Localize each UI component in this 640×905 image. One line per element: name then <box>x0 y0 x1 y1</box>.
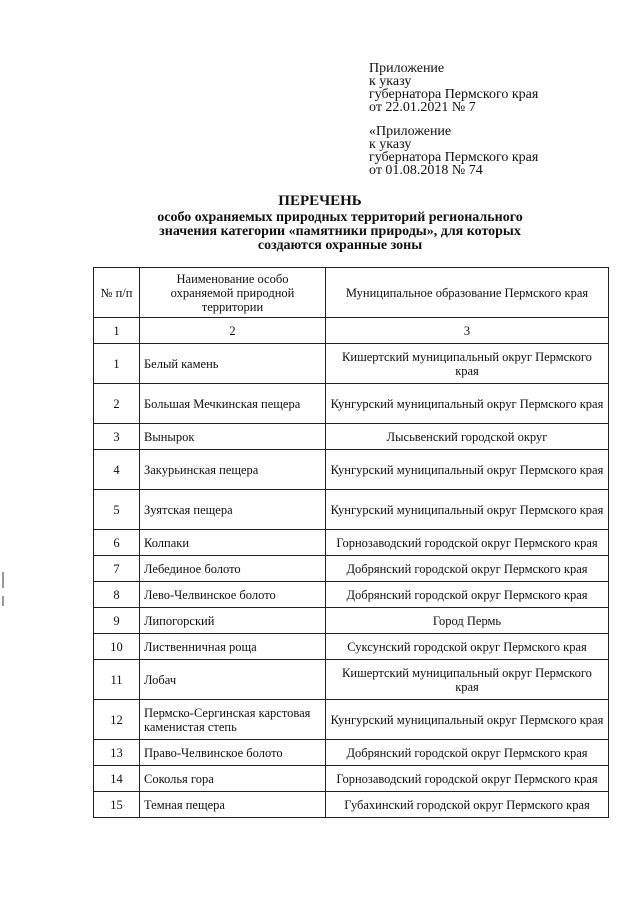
row-number: 10 <box>94 634 140 660</box>
row-number: 13 <box>94 740 140 766</box>
territory-name: Колпаки <box>140 530 326 556</box>
table-row <box>94 634 609 660</box>
document-title: ПЕРЕЧЕНЬ <box>278 193 362 209</box>
municipality: Кунгурский муниципальный округ Пермского края <box>326 450 609 490</box>
column-number: 3 <box>326 318 609 344</box>
row-number: 11 <box>94 660 140 700</box>
row-number: 6 <box>94 530 140 556</box>
territory-name: Вынырок <box>140 424 326 450</box>
row-number: 8 <box>94 582 140 608</box>
municipality: Суксунский городской округ Пермского края <box>326 634 609 660</box>
territory-name: Лебединое болото <box>140 556 326 582</box>
table-row <box>94 344 609 384</box>
row-number: 5 <box>94 490 140 530</box>
table-column-numbers-row <box>94 318 609 344</box>
table-row <box>94 530 609 556</box>
scan-edge-mark <box>2 596 4 606</box>
municipality: Горнозаводский городской округ Пермского края <box>326 766 609 792</box>
appendix-line: от 22.01.2021 № 7 <box>369 100 476 115</box>
table-row <box>94 700 609 740</box>
row-number: 1 <box>94 344 140 384</box>
table-row <box>94 556 609 582</box>
territory-name: Липогорский <box>140 608 326 634</box>
municipality: Горнозаводский городской округ Пермского края <box>326 530 609 556</box>
table-row <box>94 740 609 766</box>
appendix-line: от 01.08.2018 № 74 <box>369 163 483 178</box>
row-number: 3 <box>94 424 140 450</box>
table-row <box>94 424 609 450</box>
row-number: 9 <box>94 608 140 634</box>
subtitle-line: особо охраняемых природных территорий регионального <box>157 210 523 225</box>
table-body <box>94 344 609 818</box>
column-number: 2 <box>140 318 326 344</box>
table-row <box>94 792 609 818</box>
header-territory-name: Наименование особо охраняемой природной территории <box>140 268 326 318</box>
row-number: 4 <box>94 450 140 490</box>
municipality: Кунгурский муниципальный округ Пермского края <box>326 700 609 740</box>
header-number: № п/п <box>94 268 140 318</box>
document-subtitle <box>100 211 580 253</box>
territory-name: Большая Мечкинская пещера <box>140 384 326 424</box>
territory-name: Закурьинская пещера <box>140 450 326 490</box>
territory-name: Белый камень <box>140 344 326 384</box>
scan-edge-mark <box>2 572 4 588</box>
territory-name: Право-Челвинское болото <box>140 740 326 766</box>
territory-name: Лево-Челвинское болото <box>140 582 326 608</box>
table-row <box>94 660 609 700</box>
municipality: Кунгурский муниципальный округ Пермского края <box>326 384 609 424</box>
table-row <box>94 490 609 530</box>
municipality: Кишертский муниципальный округ Пермского края <box>326 344 609 384</box>
row-number: 15 <box>94 792 140 818</box>
appendix-line: губернатора Пермского края <box>369 150 539 165</box>
municipality: Добрянский городской округ Пермского края <box>326 740 609 766</box>
appendix-line: губернатора Пермского края <box>369 87 539 102</box>
header-municipality: Муниципальное образование Пермского края <box>326 268 609 318</box>
subtitle-line: значения категории «памятники природы», для которых <box>159 224 521 239</box>
table-row <box>94 582 609 608</box>
municipality: Кунгурский муниципальный округ Пермского края <box>326 490 609 530</box>
municipality: Лысьвенский городской округ <box>326 424 609 450</box>
territory-name: Темная пещера <box>140 792 326 818</box>
municipality: Добрянский городской округ Пермского края <box>326 582 609 608</box>
appendix-original <box>369 125 538 177</box>
table-header-row <box>94 268 609 318</box>
territory-name: Лобач <box>140 660 326 700</box>
appendix-line: «Приложение <box>369 124 452 139</box>
territory-name: Лиственничная роща <box>140 634 326 660</box>
territory-name: Пермско-Сергинская карстовая каменистая степь <box>140 700 326 740</box>
territory-name: Соколья гора <box>140 766 326 792</box>
table-row <box>94 766 609 792</box>
table-row <box>94 608 609 634</box>
municipality: Губахинский городской округ Пермского края <box>326 792 609 818</box>
row-number: 14 <box>94 766 140 792</box>
municipality: Добрянский городской округ Пермского края <box>326 556 609 582</box>
appendix-line: Приложение <box>369 61 445 76</box>
column-number: 1 <box>94 318 140 344</box>
appendix-current <box>369 62 538 114</box>
appendix-line: к указу <box>369 74 412 89</box>
row-number: 2 <box>94 384 140 424</box>
territory-name: Зуятская пещера <box>140 490 326 530</box>
row-number: 7 <box>94 556 140 582</box>
appendix-line: к указу <box>369 137 412 152</box>
territories-table <box>93 267 609 818</box>
municipality: Кишертский муниципальный округ Пермского края <box>326 660 609 700</box>
table-row <box>94 450 609 490</box>
subtitle-line: создаются охранные зоны <box>257 238 423 253</box>
table-row <box>94 384 609 424</box>
municipality: Город Пермь <box>326 608 609 634</box>
row-number: 12 <box>94 700 140 740</box>
